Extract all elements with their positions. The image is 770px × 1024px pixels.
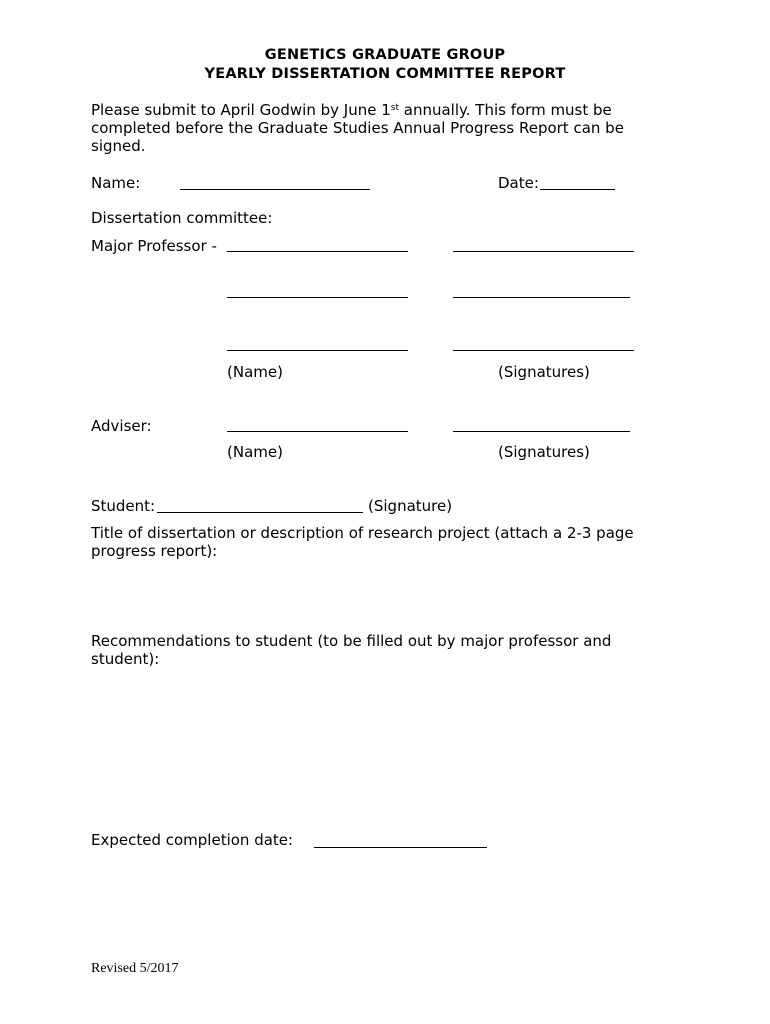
form-title-line1: GENETICS GRADUATE GROUP [264,47,506,63]
committee-name-line-3[interactable] [227,350,408,351]
committee-signature-line-1[interactable] [453,251,634,252]
intro-text-start: Please submit to April Godwin by June 1 [91,101,391,119]
expected-completion-line[interactable] [314,847,487,848]
student-signature-line[interactable] [157,512,363,513]
adviser-signature-line[interactable] [453,431,630,432]
dissertation-title-area[interactable] [91,572,651,627]
form-title-line2: YEARLY DISSERTATION COMMITTEE REPORT [204,66,566,82]
recommendations-area[interactable] [91,680,651,820]
signatures-caption: (Signatures) [498,363,590,381]
committee-signature-line-3[interactable] [453,350,634,351]
date-label: Date: [498,174,539,192]
student-label: Student: [91,497,156,515]
revised-date: Revised 5/2017 [91,961,179,976]
expected-completion-label: Expected completion date: [91,831,294,849]
student-signature-caption: (Signature) [368,497,453,515]
intro-text-end: annually. This form must be completed before the Graduate Studies Annual Progress Report can be signed. [91,101,624,155]
adviser-name-line[interactable] [227,431,408,432]
committee-name-line-1[interactable] [227,251,408,252]
adviser-signatures-caption: (Signatures) [498,443,590,461]
dissertation-title-label: Title of dissertation or description of research project (attach a 2-3 page progress report): [91,524,634,560]
adviser-name-caption: (Name) [227,443,283,461]
committee-name-line-2[interactable] [227,297,408,298]
recommendations-label: Recommendations to student (to be filled out by major professor and student): [91,632,612,668]
committee-signature-line-2[interactable] [453,297,630,298]
adviser-label: Adviser: [91,417,152,435]
intro-superscript: st [390,103,399,113]
major-professor-label: Major Professor - [91,237,217,255]
intro-paragraph [91,101,681,155]
name-label: Name: [91,174,141,192]
name-caption: (Name) [227,363,283,381]
committee-label: Dissertation committee: [91,209,273,227]
date-input-line[interactable] [540,189,615,190]
name-input-line[interactable] [180,189,370,190]
